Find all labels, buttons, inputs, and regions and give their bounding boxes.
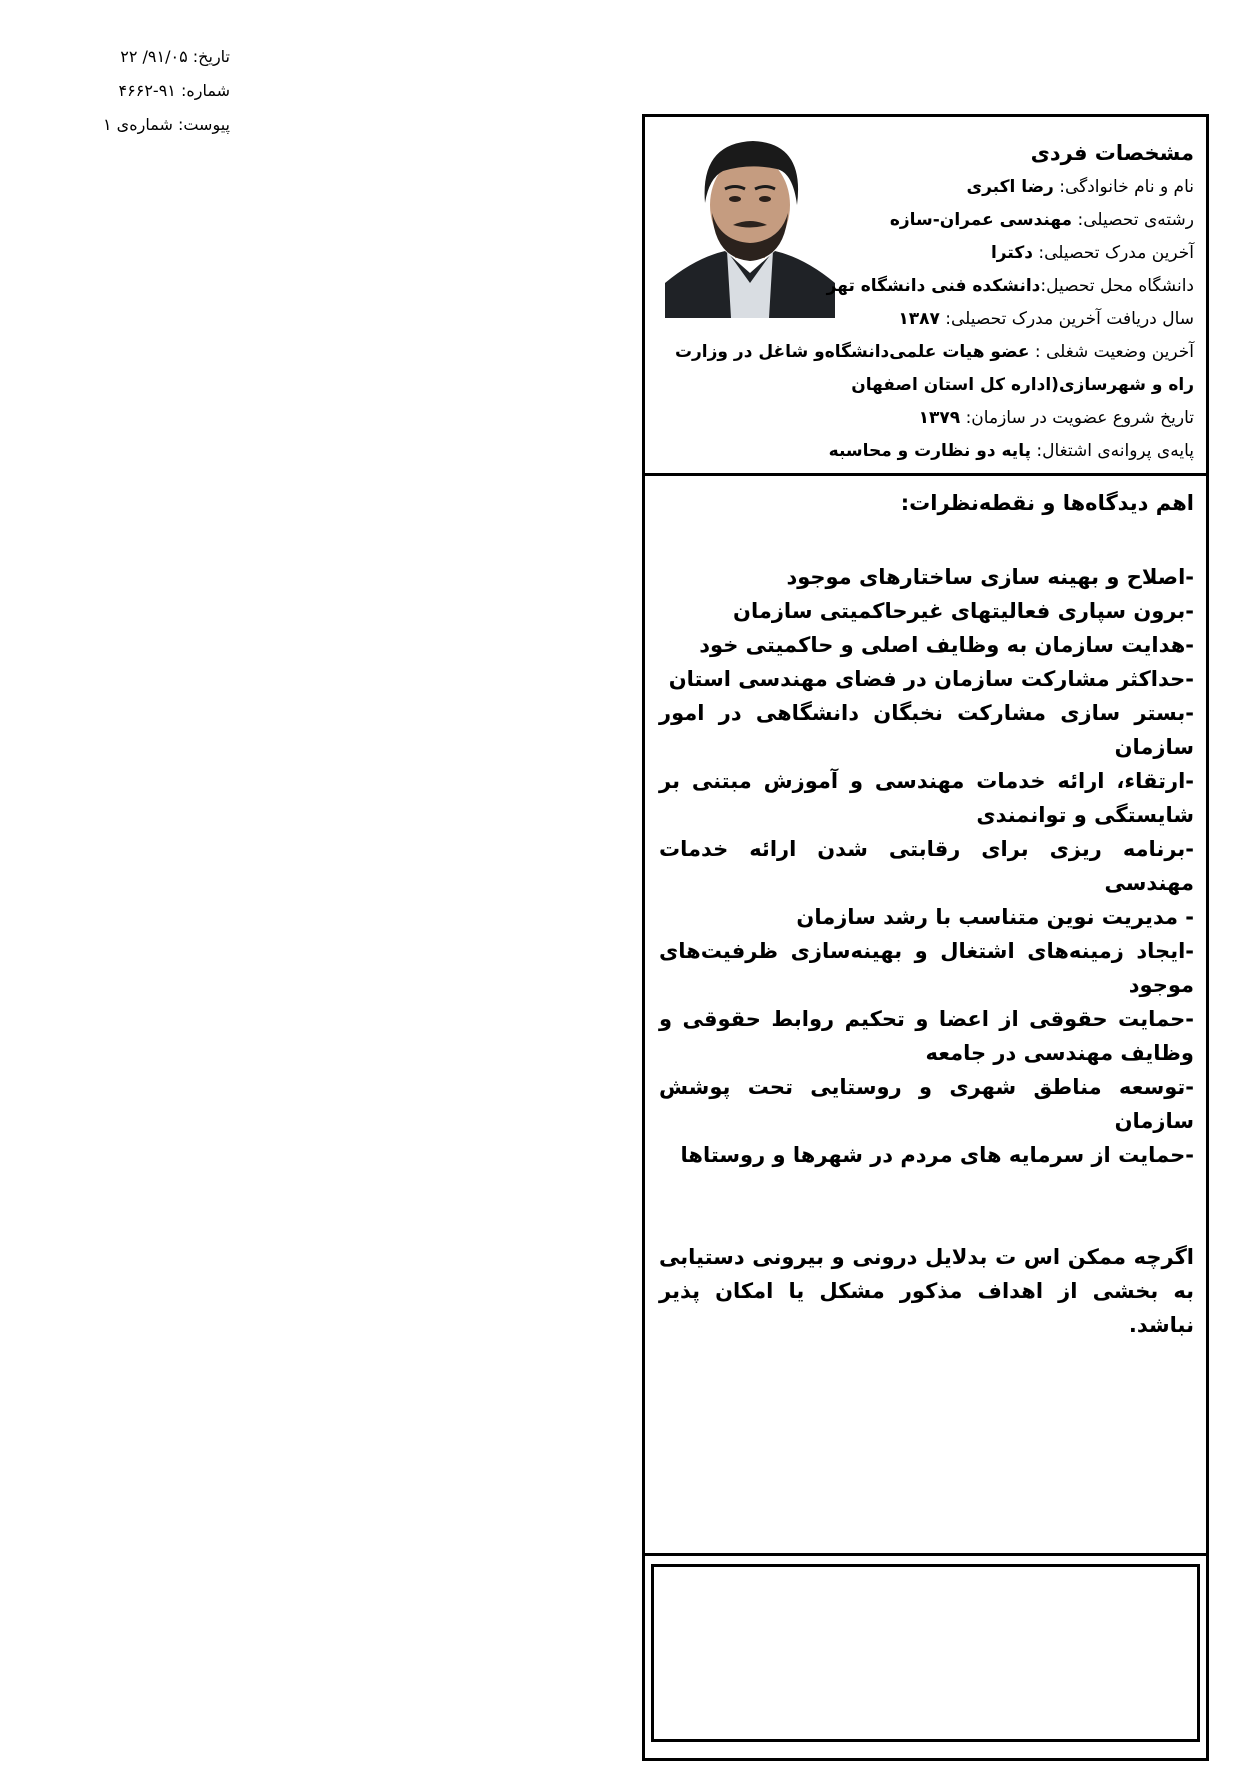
- opinion-item: - مدیریت نوین متناسب با رشد سازمان: [796, 905, 1194, 929]
- info-row-university: [654, 270, 1194, 303]
- opinion-item: -حداکثر مشارکت سازمان در فضای مهندسی استان: [668, 667, 1194, 691]
- personal-info-section: [645, 117, 1206, 476]
- opinion-item: -ارتقاء، ارائه خدمات مهندسی و آموزش مبتنی بر شایستگی و توانمندی: [659, 769, 1194, 827]
- attachment-label: پیوست:: [177, 115, 230, 134]
- opinion-item: -برون سپاری فعالیتهای غیرحاکمیتی سازمان: [733, 599, 1194, 623]
- attachment-value: شماره‌ی ۱: [103, 115, 173, 134]
- info-label: دانشگاه محل تحصیل:: [1040, 276, 1194, 296]
- opinion-item: -بستر سازی مشارکت نخبگان دانشگاهی در امور سازمان: [659, 701, 1194, 759]
- candidate-form: [642, 114, 1209, 1761]
- info-label: سال دریافت آخرین مدرک تحصیلی:: [945, 309, 1194, 329]
- number-label: شماره:: [180, 81, 230, 100]
- info-row-license-grade: [654, 435, 1194, 468]
- info-value: پایه دو نظارت و محاسبه: [828, 441, 1031, 461]
- opinion-item: -ایجاد زمینه‌های اشتغال و بهینه‌سازی ظرفیت‌های موجود: [659, 939, 1194, 997]
- opinions-section: [645, 476, 1206, 1556]
- info-label: پایه‌ی پروانه‌ی اشتغال:: [1036, 441, 1194, 461]
- letter-header: [80, 40, 230, 142]
- date-label: تاریخ:: [192, 47, 230, 66]
- opinions-heading: اهم دیدگاه‌ها و نقطه‌نظرات:: [900, 491, 1194, 515]
- info-label: تاریخ شروع عضویت در سازمان:: [965, 408, 1194, 428]
- attachment-line: [80, 108, 230, 142]
- info-value: رضا اکبری: [966, 177, 1054, 197]
- date-line: [80, 40, 230, 74]
- info-row-name: [654, 171, 1194, 204]
- opinion-item: -توسعه مناطق شهری و روستایی تحت پوشش سازمان: [659, 1075, 1194, 1133]
- opinions: [659, 486, 1194, 1342]
- signature-section: [645, 1556, 1206, 1758]
- opinion-item: -هدایت سازمان به وظایف اصلی و حاکمیتی خود: [699, 633, 1194, 657]
- info-value: عضو هیات علمی‌دانشگاه‌و شاغل در وزارت راه و شهرسازی(اداره کل استان اصفهان: [674, 342, 1194, 395]
- personal-info: [654, 135, 1194, 468]
- info-row-field: [654, 204, 1194, 237]
- opinion-item: -اصلاح و بهینه سازی ساختارهای موجود: [786, 565, 1194, 589]
- opinion-item: -حمایت از سرمایه های مردم در شهرها و روستاها: [680, 1143, 1194, 1167]
- section-title: مشخصات فردی: [1030, 141, 1194, 165]
- info-value: دانشکده فنی دانشگاه تهر: [826, 276, 1041, 296]
- info-value: مهندسی عمران-سازه: [889, 210, 1073, 230]
- info-row-employment: [654, 336, 1194, 402]
- info-value: ۱۳۸۷: [898, 309, 940, 329]
- number-value: ۹۱-۴۶۶۲: [118, 81, 176, 100]
- info-label: آخرین مدرک تحصیلی:: [1038, 243, 1194, 263]
- info-row-membership-start: [654, 402, 1194, 435]
- number-line: [80, 74, 230, 108]
- opinion-item: -حمایت حقوقی از اعضا و تحکیم روابط حقوقی و وظایف مهندسی در جامعه: [659, 1007, 1194, 1065]
- signature-box: [651, 1564, 1200, 1742]
- date-value: ۹۱/۰۵/ ۲۲: [120, 47, 188, 66]
- opinions-note: اگرچه ممکن اس ت بدلایل درونی و بیرونی دستیابی به بخشی از اهداف مذکور مشکل یا امکان پذیر نباشد.: [659, 1245, 1194, 1337]
- info-row-degree: [654, 237, 1194, 270]
- opinion-item: -برنامه ریزی برای رقابتی شدن ارائه خدمات مهندسی: [659, 837, 1194, 895]
- info-row-graduation-year: [654, 303, 1194, 336]
- info-label: آخرین وضعیت شغلی :: [1034, 342, 1194, 362]
- info-label: رشته‌ی تحصیلی:: [1077, 210, 1194, 230]
- info-value: ۱۳۷۹: [918, 408, 961, 428]
- info-value: دکترا: [990, 243, 1033, 263]
- info-label: نام و نام خانوادگی:: [1059, 177, 1194, 197]
